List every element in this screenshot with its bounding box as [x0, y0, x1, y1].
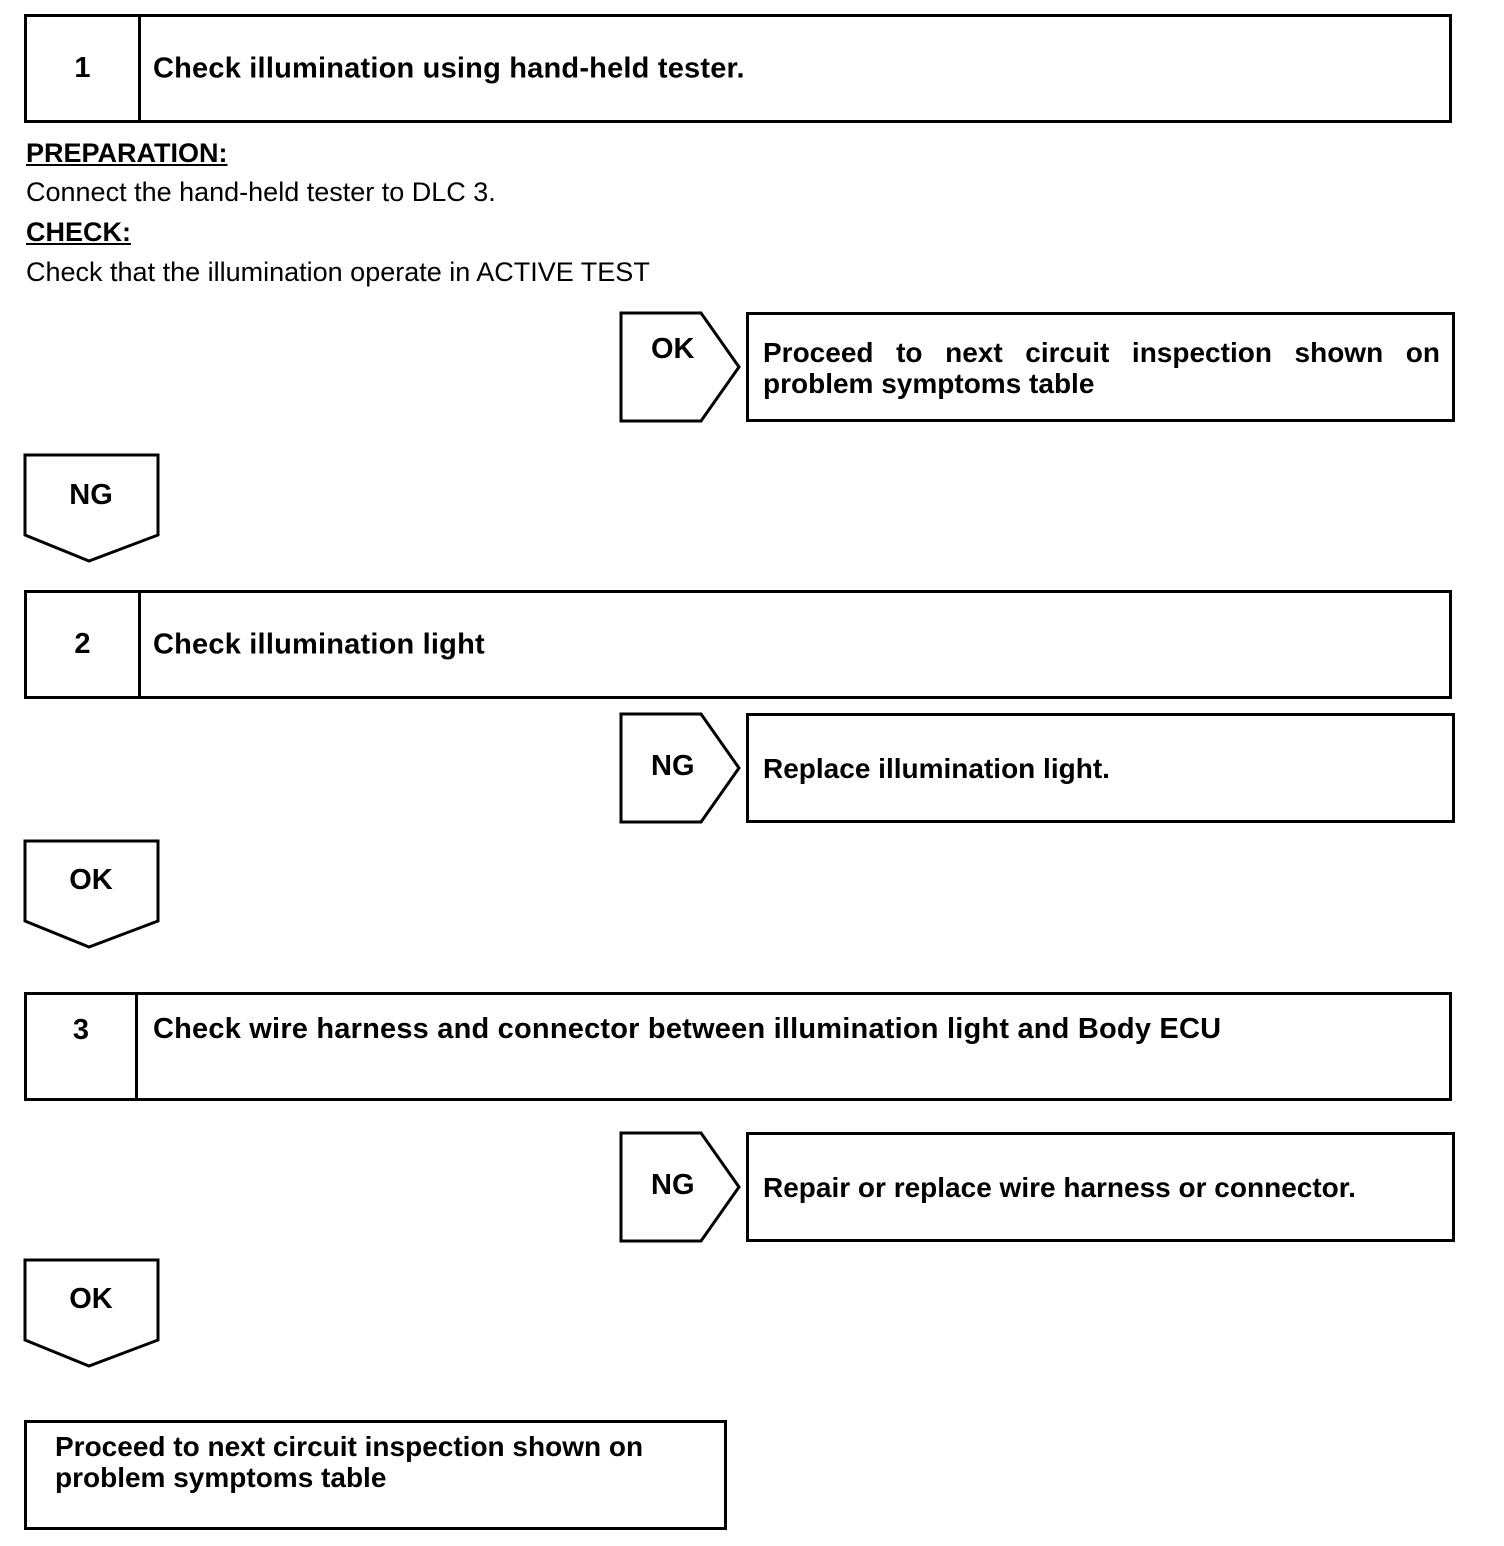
- check-text: Check that the illumination operate in ACTIVE TEST: [26, 257, 650, 287]
- flow-arrow-1-label: NG: [69, 479, 113, 511]
- branch-1-arrow: [619, 311, 743, 423]
- branch-1-result-box: [746, 312, 1455, 422]
- step-2-box: [24, 590, 1452, 699]
- flow-arrow-3-label: OK: [69, 1283, 113, 1315]
- step-3-number: 3: [27, 995, 138, 1098]
- step-3-title: Check wire harness and connector between illumination light and Body ECU: [153, 1013, 1222, 1045]
- branch-2-result-text: Replace illumination light.: [763, 753, 1110, 784]
- flow-arrow-2-label: OK: [69, 864, 113, 896]
- final-result-text: Proceed to next circuit inspection shown on problem symptoms table: [55, 1431, 644, 1493]
- step-2-title: Check illumination light: [153, 628, 485, 661]
- right-arrow-shape: [619, 311, 743, 423]
- step-1-box: [24, 14, 1452, 123]
- branch-3-label: NG: [651, 1169, 695, 1201]
- step-2-number: 2: [27, 593, 141, 696]
- branch-1-result-text: Proceed to next circuit inspection shown on problem symptoms table: [763, 337, 1440, 399]
- branch-2-result-box: [746, 713, 1455, 823]
- preparation-label: PREPARATION:: [26, 138, 228, 168]
- flow-arrow-1: [23, 453, 161, 565]
- check-label: CHECK:: [26, 217, 131, 247]
- flow-arrow-2: [23, 839, 161, 951]
- branch-3-result-text: Repair or replace wire harness or connector.: [763, 1172, 1356, 1203]
- preparation-text: Connect the hand-held tester to DLC 3.: [26, 177, 496, 207]
- branch-3-arrow: [619, 1131, 743, 1243]
- branch-2-arrow: [619, 712, 743, 824]
- branch-2-label: NG: [651, 750, 695, 782]
- step-3-box: [24, 992, 1452, 1101]
- branch-3-result-box: [746, 1132, 1455, 1242]
- step-1-number: 1: [27, 17, 141, 120]
- flow-arrow-3: [23, 1258, 161, 1370]
- final-result-box: [24, 1420, 727, 1530]
- step-1-title: Check illumination using hand-held tester.: [153, 52, 745, 85]
- branch-1-label: OK: [651, 333, 695, 365]
